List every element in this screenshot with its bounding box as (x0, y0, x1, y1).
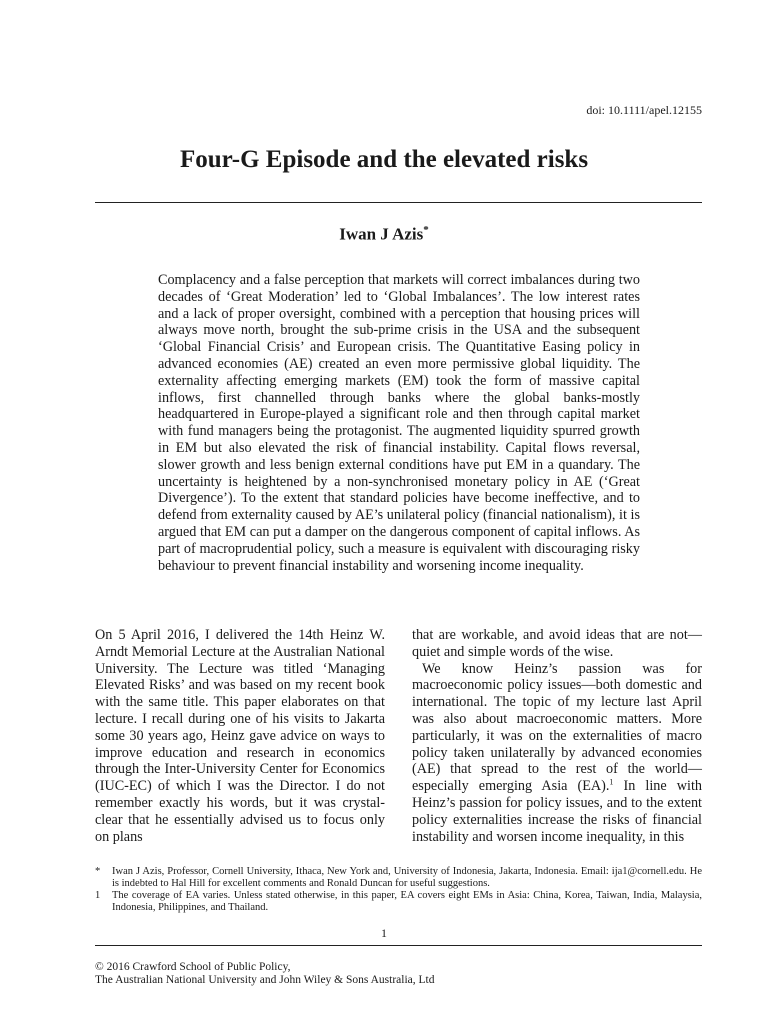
footnote-author (95, 866, 702, 890)
author-line (0, 224, 768, 245)
body-text: We know Heinz’s passion was for macroeconomic policy issues—both domestic and international. The topic of my lecture last April was also about macroeconomic matters. More particularly, it was on the externalities of macro policy taken unilaterally by advanced economies (AE) that spread to the rest of the world—especially emerging Asia (EA). (412, 660, 702, 795)
copyright-line-2: The Australian National University and John Wiley & Sons Australia, Ltd (95, 974, 435, 986)
body-paragraph (412, 661, 702, 846)
author-footnote-mark: * (423, 224, 429, 236)
footnote-reference-1: 1 (609, 777, 614, 787)
abstract: Complacency and a false perception that markets will correct imbalances during two decades of ‘Great Moderation’ led to ‘Global Imbalances’. The low interest rates and a lack of proper oversight, combined with a perception that housing prices will always move north, brought the sub-prime crisis in the USA and the subsequent ‘Global Financial Crisis’ and European crisis. The Quantitative Easing policy in advanced economies (AE) created an even more permissive global liquidity. The externality affecting emerging markets (EM) took the form of massive capital inflows, first channelled through banks where the global banks-mostly headquartered in Europe-played a significant role and then through capital market with fund managers being the protagonist. The augmented liquidity spurred growth in EM but also elevated the risk of financial instability. Capital flows reversal, slower growth and less benign external conditions have put EM in a quandary. The uncertainty is heightened by a non-synchronised monetary policy in AE (‘Great Divergence’). To the extent that standard policies have become ineffective, and to defend from externality caused by AE’s unilateral policy (financial nationalism), it is argued that EM can put a damper on the dangerous component of capital inflows. As part of macroprudential policy, such a measure is equivalent with discouraging risky behaviour to prevent financial instability and worsening income inequality. (158, 272, 640, 574)
body-column-right (412, 627, 702, 845)
article-title: Four-G Episode and the elevated risks (179, 146, 589, 173)
footnotes (95, 866, 702, 914)
body-column-left (95, 627, 385, 845)
footnote-text: Iwan J Azis, Professor, Cornell University, Ithaca, New York and, University of Indonesia, Jakarta, Indonesia. Email: ija1@cornell.edu. He is indebted to Hal Hill for excellent comments and Ronald Duncan for useful suggestions. (112, 866, 702, 889)
body-paragraph: that are workable, and avoid ideas that are not—quiet and simple words of the wise. (412, 627, 702, 660)
copyright-notice (95, 961, 435, 987)
footnote-mark: 1 (95, 890, 101, 901)
body-text: In line with Heinz’s passion for policy issues, and to the extent policy externalities increase the risks of financial instability and worsen income inequality, in this (412, 778, 702, 845)
title-divider (95, 202, 702, 203)
body-paragraph: On 5 April 2016, I delivered the 14th Heinz W. Arndt Memorial Lecture at the Australian National University. The Lecture was titled ‘Managing Elevated Risks’ and was based on my recent book with the same title. This paper elaborates on that lecture. I recall during one of his visits to Jakarta some 30 years ago, Heinz gave advice on ways to improve education and research in economics through the Inter-University Center for Economics (IUC-EC) of which I was the Director. I do not remember exactly his words, but it was crystal-clear that he essentially advised us to focus only on plans (95, 627, 385, 845)
footnote-mark: * (95, 866, 101, 877)
page-number: 1 (381, 926, 387, 940)
copyright-line-1: © 2016 Crawford School of Public Policy, (95, 961, 291, 973)
footnote-text: The coverage of EA varies. Unless stated otherwise, in this paper, EA covers eight EMs in Asia: China, Korea, Taiwan, India, Malaysia, Indonesia, Philippines, and Thailand. (112, 890, 702, 913)
doi-identifier: doi: 10.1111/apel.12155 (586, 103, 702, 117)
author-name: Iwan J Azis (339, 224, 424, 244)
footer-divider (95, 945, 702, 946)
footnote-1 (95, 890, 702, 914)
